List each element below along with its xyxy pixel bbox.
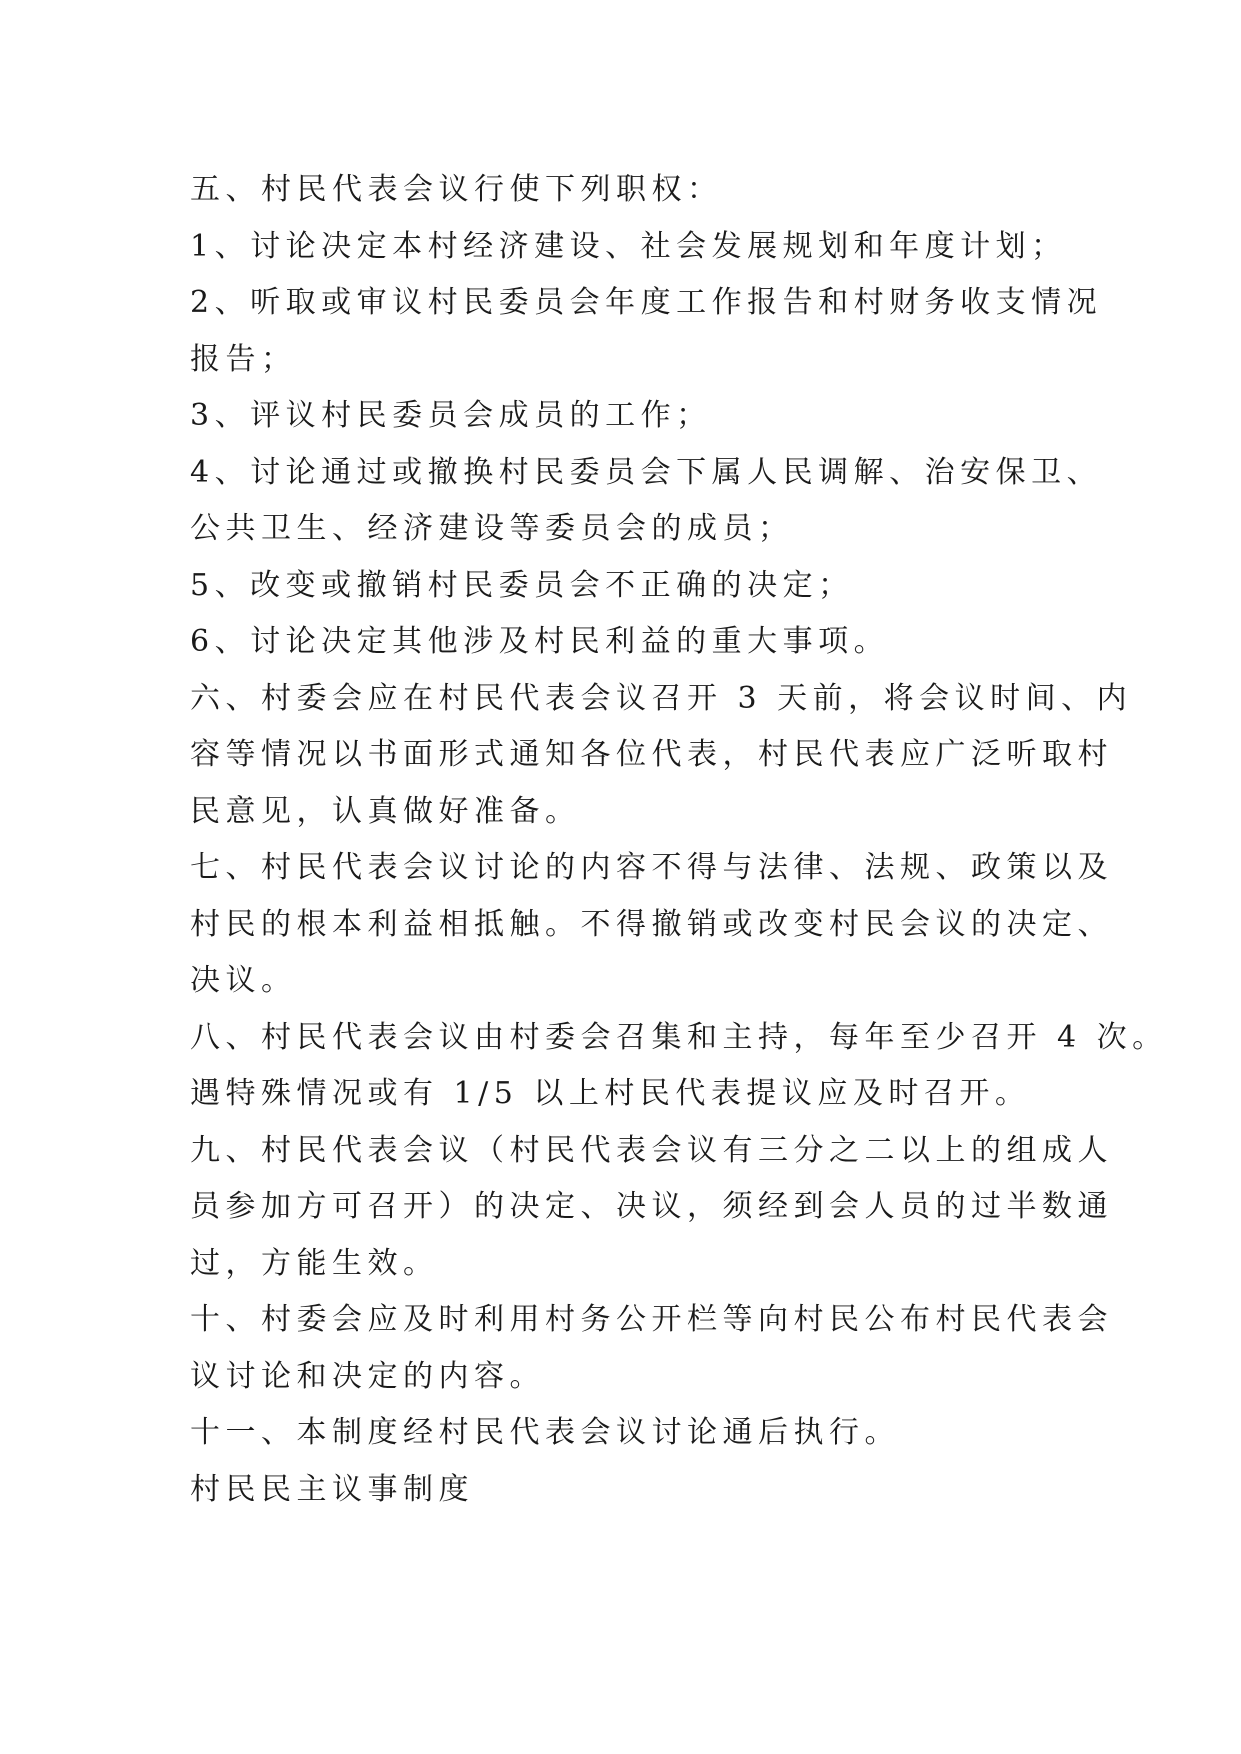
paragraph-line: 村民的根本利益相抵触。不得撤销或改变村民会议的决定、 xyxy=(190,906,1113,942)
paragraph-line: 容等情况以书面形式通知各位代表，村民代表应广泛听取村 xyxy=(190,737,1113,772)
paragraph-line: 5、改变或撤销村民委员会不正确的决定； xyxy=(190,567,854,603)
paragraph-line: 五、村民代表会议行使下列职权： xyxy=(190,172,723,207)
paragraph-line: 议讨论和决定的内容。 xyxy=(190,1358,545,1394)
document-body xyxy=(190,162,1168,1518)
paragraph-line: 民意见，认真做好准备。 xyxy=(190,793,581,829)
paragraph-line: 报告； xyxy=(190,341,297,377)
section-heading: 村民民主议事制度 xyxy=(190,1471,474,1507)
paragraph-line: 6、讨论决定其他涉及村民利益的重大事项。 xyxy=(190,624,890,659)
paragraph-line: 九、村民代表会议（村民代表会议有三分之二以上的组成人 xyxy=(190,1132,1113,1168)
paragraph-line: 七、村民代表会议讨论的内容不得与法律、法规、政策以及 xyxy=(190,850,1113,885)
paragraph-line: 公共卫生、经济建设等委员会的成员； xyxy=(190,511,794,546)
paragraph-line: 十、村委会应及时利用村务公开栏等向村民公布村民代表会 xyxy=(190,1302,1113,1337)
paragraph-line: 1、讨论决定本村经济建设、社会发展规划和年度计划； xyxy=(190,228,1067,264)
paragraph-line: 决议。 xyxy=(190,963,297,998)
paragraph-line: 十一、本制度经村民代表会议讨论通后执行。 xyxy=(190,1415,900,1450)
paragraph-line: 4、讨论通过或撤换村民委员会下属人民调解、治安保卫、 xyxy=(190,454,1103,490)
paragraph-line: 2、听取或审议村民委员会年度工作报告和村财务收支情况 xyxy=(190,285,1103,320)
paragraph-line: 六、村委会应在村民代表会议召开 3 天前，将会议时间、内 xyxy=(190,680,1133,716)
paragraph-line: 过，方能生效。 xyxy=(190,1245,439,1281)
paragraph-line: 员参加方可召开）的决定、决议，须经到会人员的过半数通 xyxy=(190,1189,1113,1224)
paragraph-line: 3、评议村民委员会成员的工作； xyxy=(190,398,712,433)
paragraph-line: 遇特殊情况或有 1/5 以上村民代表提议应及时召开。 xyxy=(190,1076,1031,1111)
paragraph-line: 八、村民代表会议由村委会召集和主持，每年至少召开 4 次。 xyxy=(190,1019,1168,1055)
